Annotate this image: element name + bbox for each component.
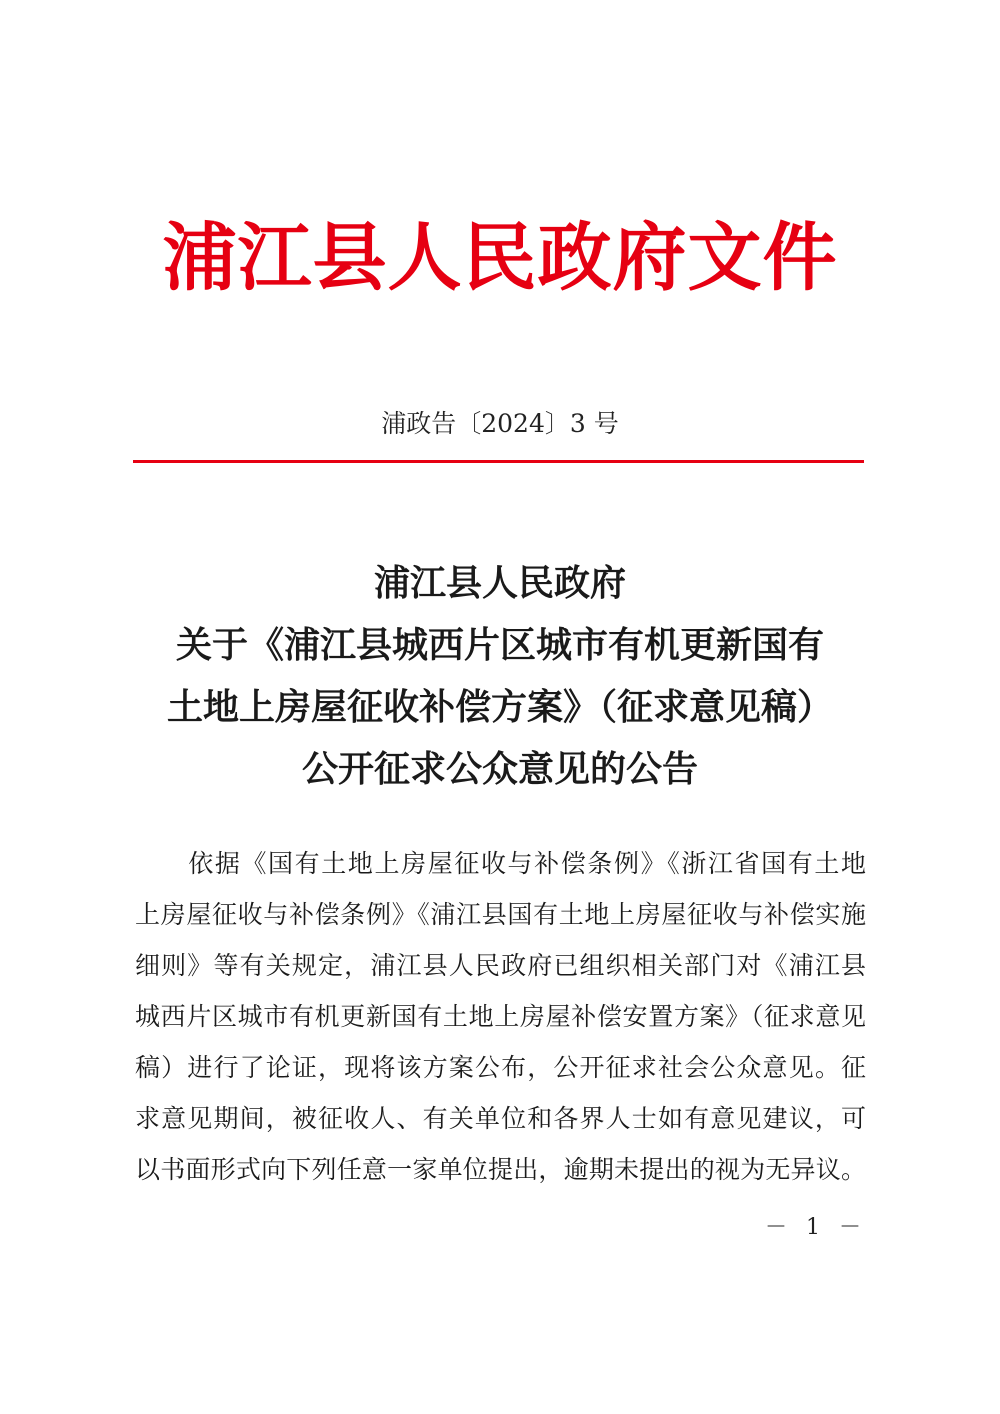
body-line: 以书面形式向下列任意一家单位提出，逾期未提出的视为无异议。 xyxy=(135,1155,866,1184)
notice-title xyxy=(0,553,1000,801)
body-line: 城西片区城市有机更新国有土地上房屋补偿安置方案》（征求意见 xyxy=(135,1002,866,1031)
body-line: 上房屋征收与补偿条例》《浦江县国有土地上房屋征收与补偿实施 xyxy=(135,900,866,929)
body-line: 稿）进行了论证，现将该方案公布，公开征求社会公众意见。征 xyxy=(135,1053,866,1082)
masthead-title: 浦江县人民政府文件 xyxy=(162,215,838,301)
red-divider-rule xyxy=(133,460,864,463)
notice-title-line: 关于《浦江县城西片区城市有机更新国有 xyxy=(175,625,824,666)
body-line: 依据《国有土地上房屋征收与补偿条例》《浙江省国有土地 xyxy=(135,849,866,878)
notice-title-line: 公开征求公众意见的公告 xyxy=(301,749,698,790)
body-line: 细则》等有关规定，浦江县人民政府已组织相关部门对《浦江县 xyxy=(135,951,866,980)
body-paragraph xyxy=(135,838,866,1195)
document-number: 浦政告〔2024〕3 号 xyxy=(381,409,619,438)
page-number: － 1 － xyxy=(765,1215,867,1240)
notice-title-line: 浦江县人民政府 xyxy=(373,563,626,604)
body-line: 求意见期间，被征收人、有关单位和各界人士如有意见建议，可 xyxy=(135,1104,866,1133)
notice-title-line: 土地上房屋征收补偿方案》（征求意见稿） xyxy=(166,687,833,728)
